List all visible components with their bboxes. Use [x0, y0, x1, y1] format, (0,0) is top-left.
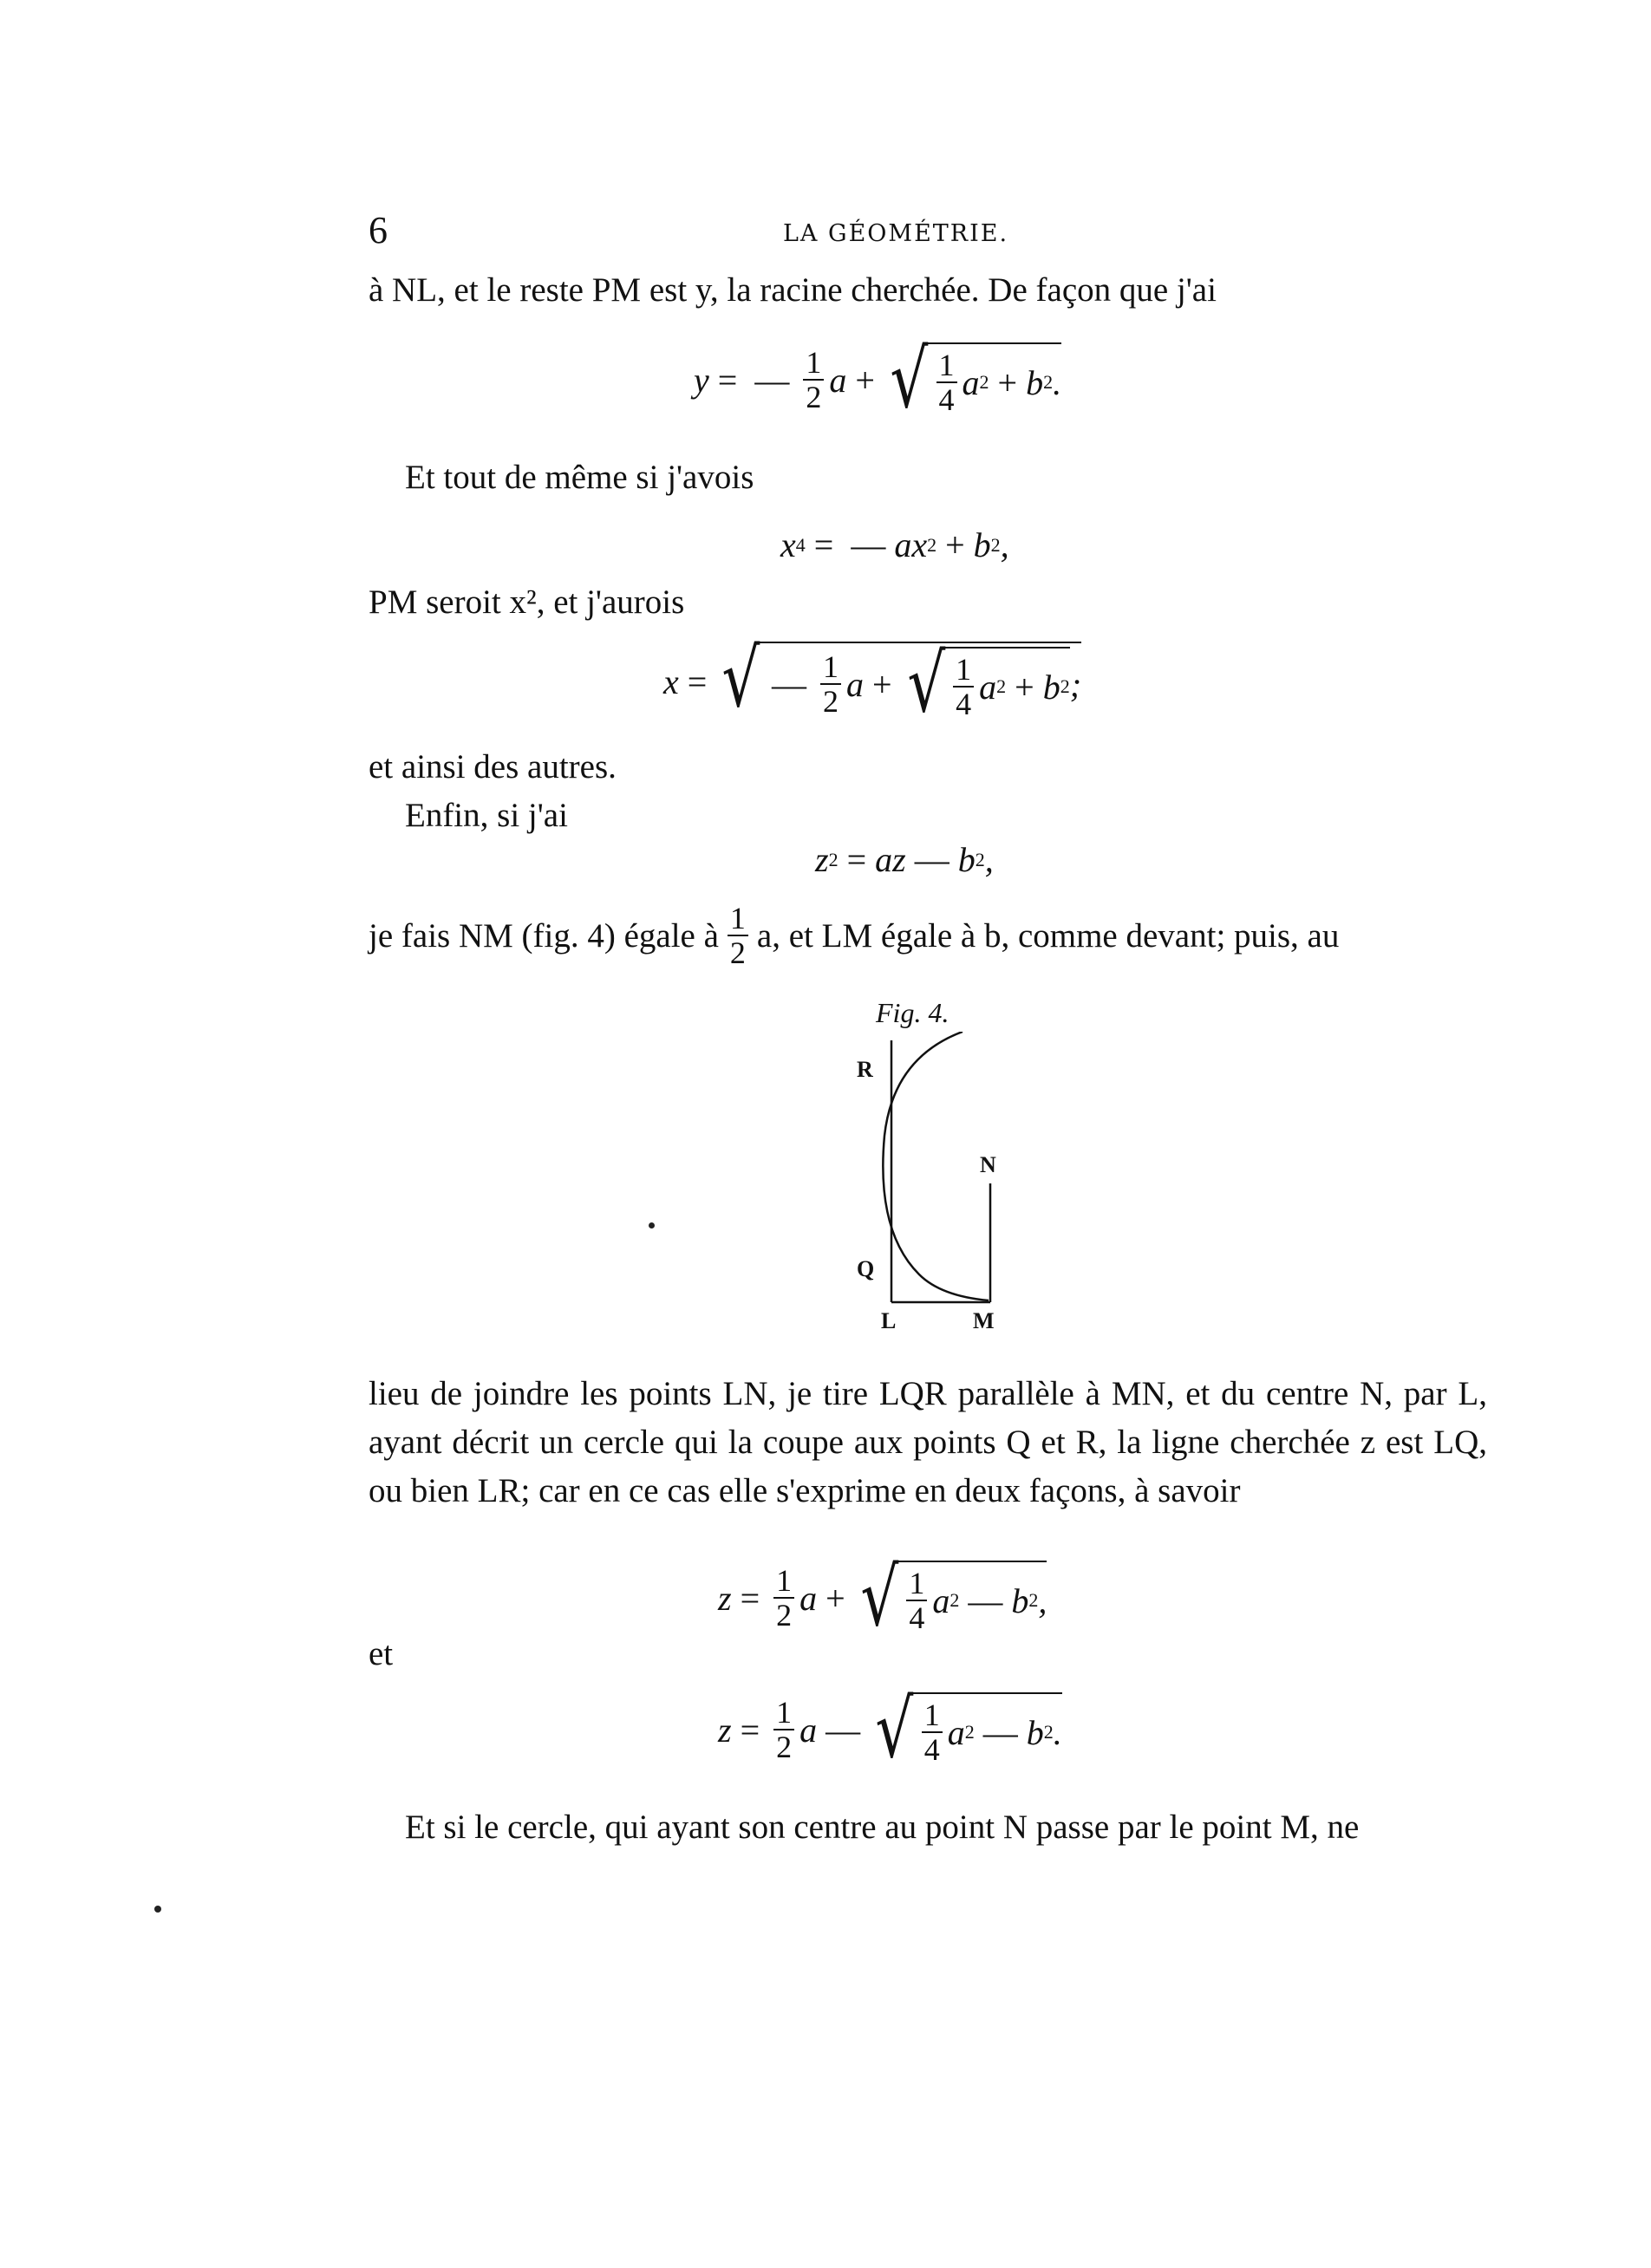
eq6-fraction-1: $\frac{1}{2}$: [773, 1696, 794, 1763]
label-R: R: [857, 1057, 873, 1082]
paragraph-7: lieu de joindre les points LN, je tire LQR parallèle à MN, et du centre N, par L, ayant décrit un cercle qui la coupe aux points Q et R, la ligne cherchée z est LQ, ou bien LR; car en ce cas elle s'exprime en deux façons, à savoir: [369, 1375, 1487, 1509]
eq3-a: a: [845, 664, 864, 704]
eq5-a2: a: [932, 1580, 950, 1620]
eq3-fraction-1: $\frac{1}{2}$: [820, 650, 841, 718]
eq4-b: b: [957, 840, 976, 879]
label-Q: Q: [857, 1256, 875, 1281]
eq6-fraction-2: $\frac{1}{4}$: [922, 1698, 943, 1766]
radical-sign-icon: √: [860, 1551, 898, 1644]
radical-sign-icon: √: [721, 632, 760, 725]
paragraph-6-start: je fais NM (fig. 4) égale à: [369, 916, 719, 955]
eq1-fraction-1: $\frac{1}{2}$: [803, 346, 824, 414]
paragraph-8: et: [369, 1635, 394, 1672]
running-title: LA GÉOMÉTRIE.: [783, 220, 1009, 247]
eq3-plus: +: [871, 664, 892, 704]
eq4-end: ,: [984, 840, 994, 879]
eq3-b: b: [1042, 667, 1060, 707]
eq4-az: az: [875, 840, 906, 879]
eq4-equals: =: [846, 840, 867, 879]
eq6-b: b: [1026, 1712, 1044, 1752]
equation-2: x 4 = — ax 2 + b 2 ,: [780, 525, 1009, 564]
eq3-equals: =: [687, 662, 708, 701]
label-L: L: [881, 1308, 897, 1333]
circle-arc: [883, 1032, 989, 1300]
equation-6: [718, 1683, 1062, 1776]
eq2-minus: —: [851, 525, 886, 564]
eq1-sqrt: √ $\frac{1}{4}$ a 2 + b 2 .: [890, 333, 1062, 426]
eq2-plus: +: [945, 525, 965, 564]
equation-3: [663, 632, 1082, 730]
eq1-fraction-2: $\frac{1}{4}$: [936, 349, 957, 416]
eq3-sqrt-inner: √ $\frac{1}{4}$ a 2 + b 2: [906, 637, 1070, 730]
eq2-equals: =: [813, 525, 834, 564]
paragraph-4: et ainsi des autres.: [369, 748, 617, 785]
eq1-a2: a: [962, 362, 980, 402]
equation-4: z 2 = az — b 2 ,: [815, 840, 994, 879]
eq6-minus-2: —: [982, 1712, 1018, 1752]
eq1-lhs: y: [694, 360, 709, 400]
eq3-sqrt-outer: [715, 632, 1082, 730]
eq6-a2: a: [947, 1712, 965, 1752]
eq1-plus-2: +: [997, 362, 1018, 402]
eq1-b: b: [1026, 362, 1044, 402]
radical-sign-icon: √: [906, 637, 945, 730]
eq2-b: b: [973, 525, 991, 564]
eq5-b: b: [1011, 1580, 1029, 1620]
eq5-minus: —: [968, 1580, 1003, 1620]
eq3-end: ;: [1069, 664, 1082, 704]
paragraph-6-end: a, et LM égale à b, comme devant; puis, au: [756, 916, 1340, 955]
inline-fraction: $\frac{1}{2}$: [728, 902, 748, 969]
eq6-minus: —: [826, 1710, 861, 1750]
eq2-lhs: x: [780, 525, 796, 564]
eq3-minus: —: [771, 664, 806, 704]
figure-4-diagram: [841, 1032, 1015, 1344]
eq5-equals: =: [740, 1578, 760, 1618]
eq4-lhs: z: [815, 840, 829, 879]
eq3-lhs: x: [663, 662, 679, 701]
eq6-equals: =: [740, 1710, 760, 1750]
paragraph-3: PM seroit x², et j'aurois: [369, 583, 685, 621]
eq4-minus: —: [914, 840, 949, 879]
eq3-fraction-2: $\frac{1}{4}$: [953, 653, 974, 720]
radical-sign-icon: √: [875, 1683, 914, 1776]
eq5-fraction-2: $\frac{1}{4}$: [906, 1567, 927, 1634]
label-M: M: [973, 1308, 995, 1333]
eq6-a: a: [799, 1710, 818, 1750]
paragraph-6: [369, 902, 1339, 969]
page-number: 6: [369, 209, 388, 251]
eq1-end: .: [1053, 362, 1062, 402]
paragraph-9: Et si le cercle, qui ayant son centre au point N passe par le point M, ne: [405, 1809, 1360, 1846]
paragraph-1: à NL, et le reste PM est y, la racine cherchée. De façon que j'ai: [369, 271, 1217, 309]
paragraph-5: Enfin, si j'ai: [405, 797, 568, 834]
scan-speck: [154, 1906, 161, 1913]
eq5-lhs: z: [718, 1578, 732, 1618]
eq2-ax: ax: [894, 525, 928, 564]
eq1-a: a: [829, 360, 847, 400]
eq5-a: a: [799, 1578, 818, 1618]
eq6-end: .: [1053, 1712, 1062, 1752]
eq6-lhs: z: [718, 1710, 732, 1750]
eq1-equals: =: [717, 360, 738, 400]
eq5-sqrt: √ $\frac{1}{4}$ a 2 — b 2 ,: [860, 1551, 1047, 1644]
eq3-a2: a: [979, 667, 997, 707]
eq5-end: ,: [1038, 1580, 1047, 1620]
eq2-end: ,: [1000, 525, 1009, 564]
figure-caption: Fig. 4.: [876, 997, 949, 1028]
eq6-sqrt: √ $\frac{1}{4}$ a 2 — b 2 .: [875, 1683, 1062, 1776]
eq5-plus: +: [826, 1578, 845, 1618]
eq5-fraction-1: $\frac{1}{2}$: [773, 1564, 794, 1632]
eq3-plus-2: +: [1015, 667, 1034, 707]
paragraph-2: Et tout de même si j'avois: [405, 459, 754, 496]
eq1-plus: +: [855, 360, 875, 400]
label-N: N: [980, 1152, 996, 1177]
scan-speck: [649, 1222, 655, 1228]
radical-sign-icon: √: [890, 333, 929, 426]
equation-5: [718, 1551, 1047, 1644]
eq1-minus: —: [754, 360, 790, 400]
equation-1: [694, 333, 1062, 426]
